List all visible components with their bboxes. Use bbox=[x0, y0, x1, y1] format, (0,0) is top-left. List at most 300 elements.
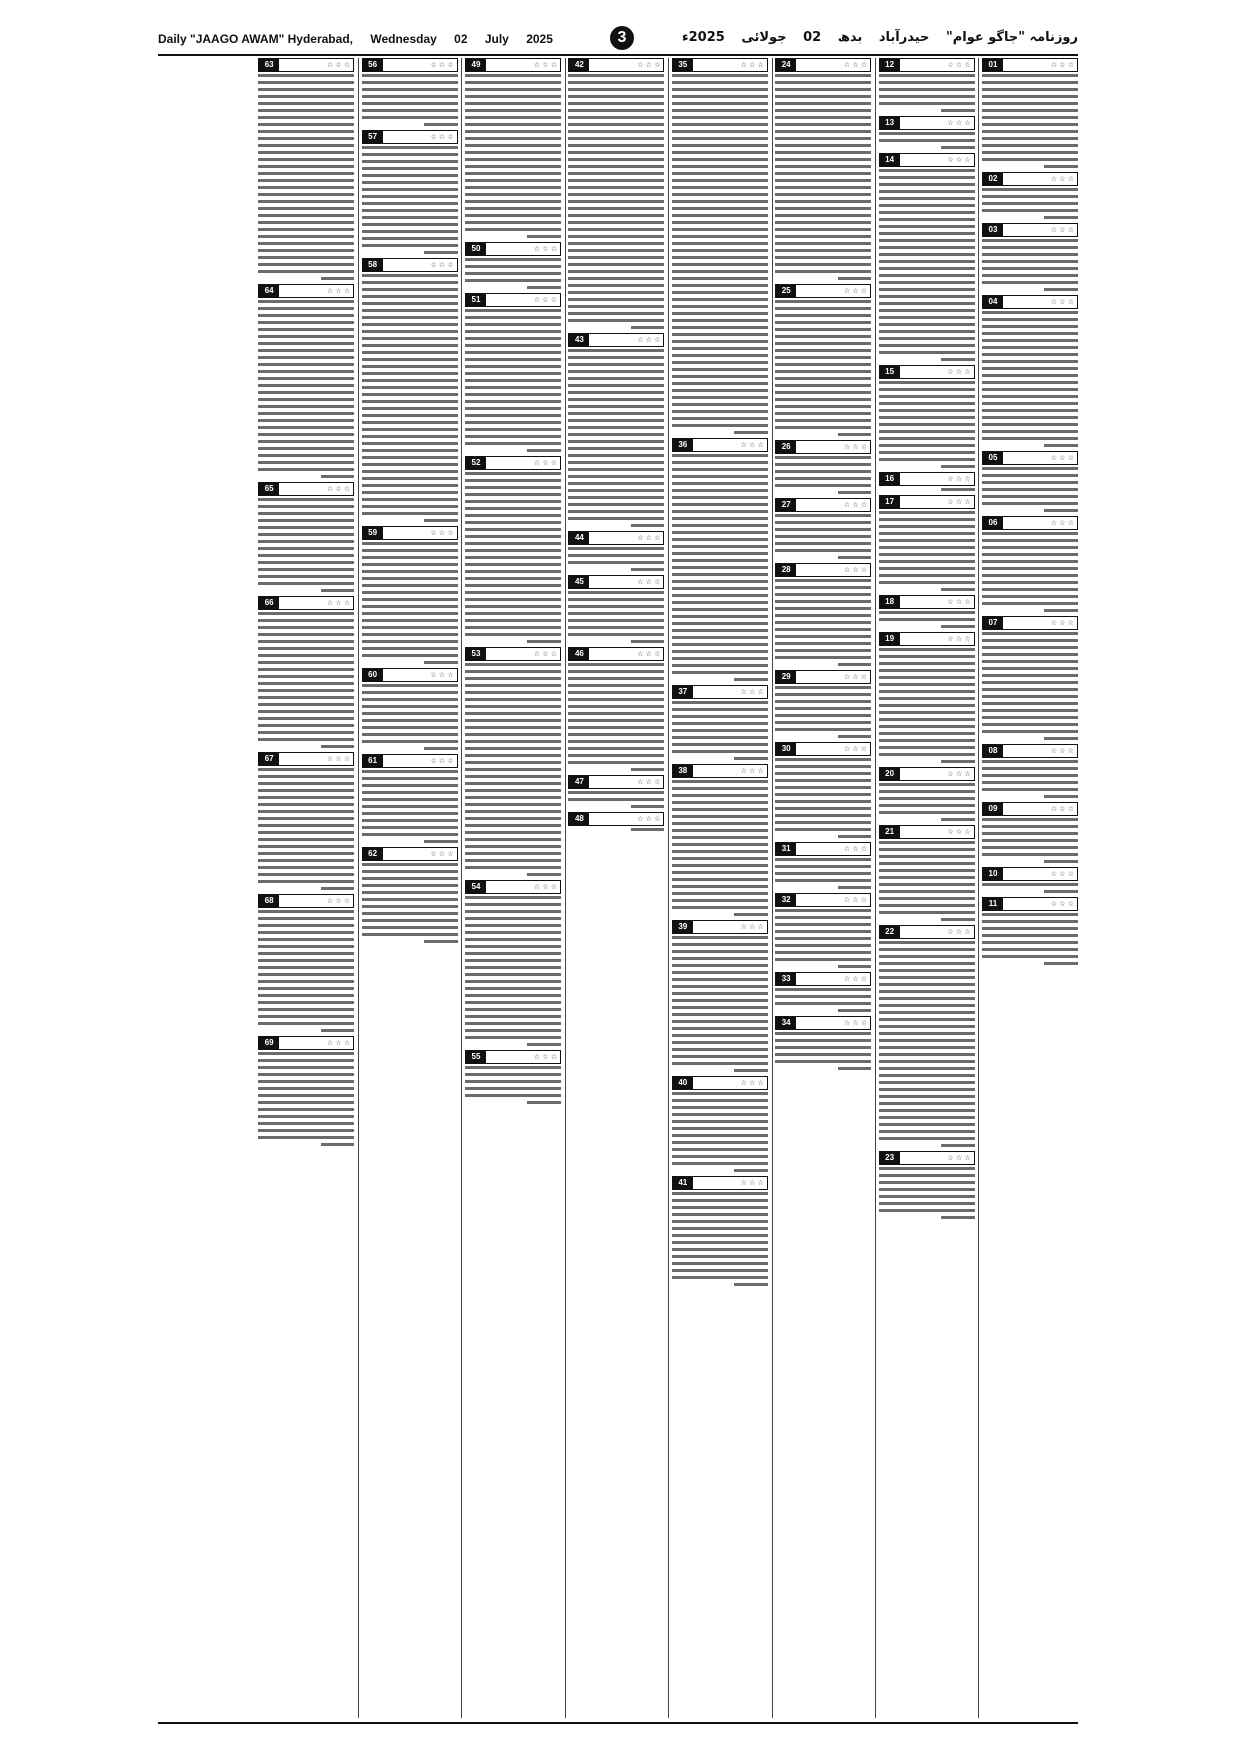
story-text-block bbox=[879, 488, 975, 491]
text-line bbox=[879, 567, 975, 570]
story-text-block bbox=[465, 663, 561, 876]
text-line bbox=[879, 204, 975, 207]
text-line bbox=[362, 926, 458, 929]
story-header-bar bbox=[258, 58, 354, 72]
text-line bbox=[775, 807, 871, 810]
story-number: 03 bbox=[983, 224, 1003, 236]
text-line bbox=[879, 1181, 975, 1184]
text-line bbox=[362, 877, 458, 880]
text-line bbox=[775, 484, 871, 487]
text-line bbox=[321, 475, 355, 478]
text-line bbox=[879, 423, 975, 426]
story-number: 52 bbox=[466, 457, 486, 469]
text-line bbox=[775, 828, 871, 831]
text-line bbox=[424, 940, 458, 943]
text-line bbox=[568, 270, 664, 273]
text-line bbox=[362, 449, 458, 452]
text-line bbox=[465, 493, 561, 496]
text-line bbox=[362, 337, 458, 340]
text-line bbox=[775, 384, 871, 387]
text-line bbox=[775, 872, 871, 875]
news-story bbox=[775, 563, 871, 666]
story-text-block bbox=[568, 663, 664, 771]
text-line bbox=[465, 1029, 561, 1032]
text-line bbox=[568, 503, 664, 506]
text-line bbox=[879, 1060, 975, 1063]
news-story bbox=[362, 754, 458, 843]
text-line bbox=[982, 788, 1078, 791]
text-line bbox=[982, 567, 1078, 570]
news-story bbox=[465, 242, 561, 289]
text-line bbox=[775, 81, 871, 84]
text-line bbox=[879, 95, 975, 98]
text-line bbox=[362, 223, 458, 226]
text-line bbox=[362, 372, 458, 375]
text-line bbox=[362, 505, 458, 508]
story-text-block bbox=[362, 74, 458, 126]
text-line bbox=[879, 309, 975, 312]
text-line bbox=[982, 688, 1078, 691]
text-line bbox=[465, 838, 561, 841]
text-line bbox=[258, 1108, 354, 1111]
text-line bbox=[527, 1043, 561, 1046]
text-line bbox=[775, 398, 871, 401]
text-line bbox=[362, 805, 458, 808]
story-text-block bbox=[775, 300, 871, 436]
text-line bbox=[568, 284, 664, 287]
text-line bbox=[775, 614, 871, 617]
text-line bbox=[258, 689, 354, 692]
text-line bbox=[568, 468, 664, 471]
text-line bbox=[465, 130, 561, 133]
text-line bbox=[465, 228, 561, 231]
text-line bbox=[775, 865, 871, 868]
text-line bbox=[465, 1015, 561, 1018]
news-story bbox=[775, 893, 871, 968]
text-line bbox=[465, 803, 561, 806]
text-line bbox=[672, 1141, 768, 1144]
text-line bbox=[568, 598, 664, 601]
text-line bbox=[775, 1032, 871, 1035]
story-header-bar bbox=[362, 847, 458, 861]
news-story bbox=[465, 58, 561, 238]
text-line bbox=[672, 729, 768, 732]
news-story bbox=[465, 456, 561, 643]
text-line bbox=[568, 193, 664, 196]
text-line bbox=[879, 955, 975, 958]
text-line bbox=[362, 195, 458, 198]
news-story bbox=[775, 742, 871, 838]
text-line bbox=[982, 246, 1078, 249]
news-story bbox=[672, 58, 768, 434]
text-line bbox=[568, 179, 664, 182]
text-line bbox=[424, 747, 458, 750]
star-ornament-icon: ☆ ☆ ☆ bbox=[740, 441, 764, 449]
star-ornament-icon: ☆ ☆ ☆ bbox=[637, 778, 661, 786]
text-line bbox=[362, 598, 458, 601]
text-line bbox=[982, 667, 1078, 670]
story-text-block bbox=[775, 909, 871, 968]
story-text-block bbox=[672, 1192, 768, 1286]
news-story bbox=[879, 595, 975, 628]
text-line bbox=[672, 608, 768, 611]
text-line bbox=[879, 232, 975, 235]
text-line bbox=[568, 663, 664, 666]
text-line bbox=[258, 228, 354, 231]
text-line bbox=[775, 123, 871, 126]
story-number: 47 bbox=[569, 776, 589, 788]
text-line bbox=[465, 910, 561, 913]
text-line bbox=[362, 812, 458, 815]
text-line bbox=[465, 917, 561, 920]
text-line bbox=[465, 165, 561, 168]
text-line bbox=[258, 172, 354, 175]
text-line bbox=[258, 987, 354, 990]
news-story bbox=[775, 670, 871, 738]
text-line bbox=[258, 235, 354, 238]
text-line bbox=[941, 760, 975, 763]
text-line bbox=[527, 873, 561, 876]
text-line bbox=[465, 435, 561, 438]
text-line bbox=[672, 957, 768, 960]
news-story bbox=[879, 116, 975, 149]
text-line bbox=[465, 824, 561, 827]
story-number: 34 bbox=[776, 1017, 796, 1029]
text-line bbox=[775, 470, 871, 473]
text-line bbox=[362, 400, 458, 403]
story-text-block bbox=[258, 910, 354, 1032]
text-line bbox=[941, 1216, 975, 1219]
text-line bbox=[362, 770, 458, 773]
text-line bbox=[879, 451, 975, 454]
text-line bbox=[568, 298, 664, 301]
story-header-bar bbox=[879, 767, 975, 781]
text-line bbox=[879, 983, 975, 986]
text-line bbox=[941, 918, 975, 921]
text-line bbox=[258, 880, 354, 883]
text-line bbox=[258, 270, 354, 273]
text-line bbox=[258, 249, 354, 252]
text-line bbox=[879, 302, 975, 305]
text-line bbox=[258, 789, 354, 792]
text-line bbox=[982, 381, 1078, 384]
text-line bbox=[258, 1001, 354, 1004]
story-header-bar bbox=[568, 333, 664, 347]
text-line bbox=[258, 959, 354, 962]
text-line bbox=[465, 577, 561, 580]
star-ornament-icon: ☆ ☆ ☆ bbox=[1050, 454, 1074, 462]
text-line bbox=[672, 1248, 768, 1251]
text-line bbox=[362, 116, 458, 119]
text-line bbox=[982, 367, 1078, 370]
text-line bbox=[362, 288, 458, 291]
text-line bbox=[465, 952, 561, 955]
text-line bbox=[258, 151, 354, 154]
text-line bbox=[879, 239, 975, 242]
text-line bbox=[672, 524, 768, 527]
text-line bbox=[258, 994, 354, 997]
text-line bbox=[775, 579, 871, 582]
text-line bbox=[258, 377, 354, 380]
text-line bbox=[465, 670, 561, 673]
text-line bbox=[362, 549, 458, 552]
text-line bbox=[362, 88, 458, 91]
text-line bbox=[672, 298, 768, 301]
text-line bbox=[672, 950, 768, 953]
text-line bbox=[775, 549, 871, 552]
text-line bbox=[362, 891, 458, 894]
text-line bbox=[258, 207, 354, 210]
text-line bbox=[672, 1055, 768, 1058]
text-line bbox=[672, 1134, 768, 1137]
text-line bbox=[982, 760, 1078, 763]
text-line bbox=[879, 848, 975, 851]
text-line bbox=[672, 277, 768, 280]
text-line bbox=[362, 726, 458, 729]
header-year: 2025 bbox=[526, 32, 553, 46]
text-line bbox=[879, 746, 975, 749]
text-line bbox=[672, 1162, 768, 1165]
news-story bbox=[775, 842, 871, 889]
star-ornament-icon: ☆ ☆ ☆ bbox=[843, 1019, 868, 1027]
news-story bbox=[879, 365, 975, 468]
text-line bbox=[672, 461, 768, 464]
text-line bbox=[879, 274, 975, 277]
text-line bbox=[258, 1066, 354, 1069]
story-header-bar bbox=[775, 842, 871, 856]
text-line bbox=[672, 235, 768, 238]
text-line bbox=[568, 356, 664, 359]
text-line bbox=[258, 775, 354, 778]
text-line bbox=[775, 779, 871, 782]
text-line bbox=[982, 941, 1078, 944]
column-divider bbox=[461, 58, 462, 1718]
story-header-bar bbox=[775, 893, 871, 907]
text-line bbox=[982, 581, 1078, 584]
text-line bbox=[465, 789, 561, 792]
text-line bbox=[879, 697, 975, 700]
star-ornament-icon: ☆ ☆ ☆ bbox=[430, 757, 454, 765]
text-line bbox=[672, 517, 768, 520]
text-line bbox=[879, 344, 975, 347]
text-line bbox=[258, 1129, 354, 1132]
text-line bbox=[775, 593, 871, 596]
text-line bbox=[258, 88, 354, 91]
text-line bbox=[672, 722, 768, 725]
text-line bbox=[362, 784, 458, 787]
news-story bbox=[672, 920, 768, 1072]
text-line bbox=[362, 863, 458, 866]
text-line bbox=[982, 595, 1078, 598]
text-line bbox=[775, 600, 871, 603]
star-ornament-icon: ☆ ☆ ☆ bbox=[843, 287, 868, 295]
text-line bbox=[775, 628, 871, 631]
text-line bbox=[982, 955, 1078, 958]
text-line bbox=[258, 109, 354, 112]
story-number: 01 bbox=[983, 59, 1003, 71]
text-line bbox=[362, 281, 458, 284]
text-line bbox=[258, 547, 354, 550]
text-line bbox=[879, 1039, 975, 1042]
text-line bbox=[465, 407, 561, 410]
star-ornament-icon: ☆ ☆ ☆ bbox=[430, 671, 454, 679]
text-line bbox=[982, 632, 1078, 635]
star-ornament-icon: ☆ ☆ ☆ bbox=[1050, 805, 1074, 813]
text-line bbox=[362, 295, 458, 298]
text-line bbox=[568, 384, 664, 387]
news-story bbox=[568, 531, 664, 571]
text-line bbox=[879, 139, 975, 142]
text-line bbox=[465, 88, 561, 91]
text-line bbox=[672, 496, 768, 499]
text-line bbox=[982, 934, 1078, 937]
text-line bbox=[362, 563, 458, 566]
text-line bbox=[465, 428, 561, 431]
story-header-bar bbox=[568, 812, 664, 826]
text-line bbox=[362, 556, 458, 559]
text-line bbox=[775, 270, 871, 273]
text-line bbox=[465, 980, 561, 983]
text-line bbox=[362, 777, 458, 780]
text-line bbox=[258, 1073, 354, 1076]
text-line bbox=[527, 449, 561, 452]
story-text-block bbox=[258, 768, 354, 890]
text-line bbox=[424, 519, 458, 522]
text-line bbox=[982, 853, 1078, 856]
text-line bbox=[258, 738, 354, 741]
text-line bbox=[465, 316, 561, 319]
text-line bbox=[982, 653, 1078, 656]
text-line bbox=[775, 391, 871, 394]
text-line bbox=[672, 943, 768, 946]
story-header-bar bbox=[672, 58, 768, 72]
text-line bbox=[362, 330, 458, 333]
text-line bbox=[672, 801, 768, 804]
header-english-dateline bbox=[158, 32, 567, 46]
text-line bbox=[879, 897, 975, 900]
text-line bbox=[568, 242, 664, 245]
story-text-block bbox=[568, 349, 664, 527]
text-line bbox=[672, 510, 768, 513]
story-text-block bbox=[568, 547, 664, 571]
text-line bbox=[734, 1169, 768, 1172]
story-number: 08 bbox=[983, 745, 1003, 757]
story-number: 02 bbox=[983, 173, 1003, 185]
text-line bbox=[982, 437, 1078, 440]
text-line bbox=[321, 1143, 355, 1146]
text-line bbox=[465, 221, 561, 224]
story-number: 67 bbox=[259, 753, 279, 765]
text-line bbox=[568, 165, 664, 168]
story-number: 54 bbox=[466, 881, 486, 893]
text-line bbox=[879, 246, 975, 249]
text-line bbox=[982, 646, 1078, 649]
text-line bbox=[775, 944, 871, 947]
text-line bbox=[775, 635, 871, 638]
text-line bbox=[879, 1109, 975, 1112]
text-line bbox=[879, 1116, 975, 1119]
text-line bbox=[258, 731, 354, 734]
text-line bbox=[362, 216, 458, 219]
text-line bbox=[879, 295, 975, 298]
text-line bbox=[465, 945, 561, 948]
text-line bbox=[775, 321, 871, 324]
text-line bbox=[465, 994, 561, 997]
text-line bbox=[465, 782, 561, 785]
story-header-bar bbox=[982, 516, 1078, 530]
story-number: 65 bbox=[259, 483, 279, 495]
text-line bbox=[465, 535, 561, 538]
text-line bbox=[672, 172, 768, 175]
text-line bbox=[775, 707, 871, 710]
text-line bbox=[465, 521, 561, 524]
text-line bbox=[775, 821, 871, 824]
news-column bbox=[258, 58, 354, 1718]
text-line bbox=[258, 873, 354, 876]
text-line bbox=[775, 1002, 871, 1005]
text-line bbox=[362, 74, 458, 77]
text-line bbox=[362, 174, 458, 177]
story-header-bar bbox=[258, 1036, 354, 1050]
star-ornament-icon: ☆ ☆ ☆ bbox=[843, 745, 868, 753]
text-line bbox=[258, 917, 354, 920]
text-line bbox=[258, 179, 354, 182]
text-line bbox=[982, 602, 1078, 605]
text-line bbox=[879, 388, 975, 391]
story-header-bar bbox=[982, 295, 1078, 309]
text-line bbox=[465, 486, 561, 489]
text-line bbox=[465, 200, 561, 203]
text-line bbox=[465, 179, 561, 182]
text-line bbox=[982, 102, 1078, 105]
text-line bbox=[465, 309, 561, 312]
text-line bbox=[321, 1029, 355, 1032]
text-line bbox=[775, 1053, 871, 1056]
story-number: 55 bbox=[466, 1051, 486, 1063]
story-text-block bbox=[672, 780, 768, 916]
text-line bbox=[465, 272, 561, 275]
text-line bbox=[258, 74, 354, 77]
story-header-bar bbox=[568, 775, 664, 789]
text-line bbox=[879, 211, 975, 214]
text-line bbox=[1044, 962, 1078, 965]
story-header-bar bbox=[982, 223, 1078, 237]
text-line bbox=[465, 740, 561, 743]
text-line bbox=[465, 1022, 561, 1025]
story-number: 19 bbox=[880, 633, 900, 645]
text-line bbox=[672, 1206, 768, 1209]
text-line bbox=[775, 642, 871, 645]
text-line bbox=[982, 188, 1078, 191]
text-line bbox=[568, 605, 664, 608]
text-line bbox=[672, 566, 768, 569]
text-line bbox=[568, 277, 664, 280]
text-line bbox=[258, 447, 354, 450]
news-story bbox=[982, 516, 1078, 612]
text-line bbox=[672, 1127, 768, 1130]
story-header-bar bbox=[258, 894, 354, 908]
text-line bbox=[258, 221, 354, 224]
text-line bbox=[568, 433, 664, 436]
text-line bbox=[568, 130, 664, 133]
text-line bbox=[527, 640, 561, 643]
story-text-block bbox=[775, 456, 871, 494]
story-number: 13 bbox=[880, 117, 900, 129]
text-line bbox=[775, 412, 871, 415]
story-header-bar bbox=[879, 58, 975, 72]
text-line bbox=[775, 930, 871, 933]
star-ornament-icon: ☆ ☆ ☆ bbox=[843, 845, 868, 853]
